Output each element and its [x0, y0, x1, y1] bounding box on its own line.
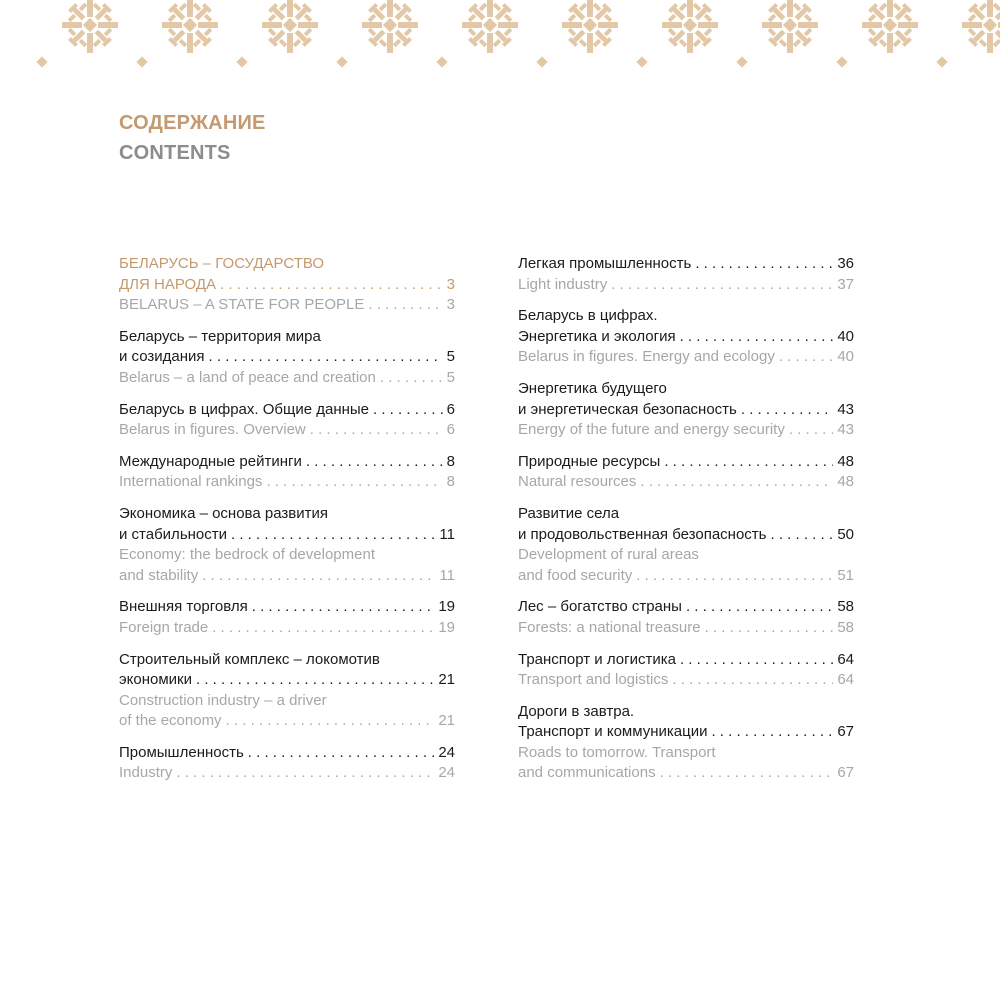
toc-line [119, 254, 455, 275]
toc-title-text: Промышленность [119, 743, 244, 761]
dot-leader [711, 722, 833, 743]
diamond-ornament-icon [536, 56, 547, 67]
dot-leader [202, 566, 435, 587]
toc-entry[interactable] [518, 650, 854, 691]
diamond-ornament-icon [136, 56, 147, 67]
diamond-ornament-icon [436, 56, 447, 67]
dot-leader [310, 420, 443, 441]
toc-entry[interactable] [119, 452, 455, 493]
dot-leader [680, 650, 833, 671]
toc-line [518, 472, 854, 493]
toc-title-text: Construction industry – a driver [119, 691, 327, 709]
toc-line [119, 472, 455, 493]
toc-entry[interactable] [119, 650, 455, 732]
toc-title-text: and food security [518, 566, 633, 584]
page-number: 43 [837, 421, 854, 439]
dot-leader [695, 254, 833, 275]
toc-line [518, 452, 854, 473]
toc-title-text: Transport and logistics [518, 671, 669, 689]
toc-entry[interactable] [119, 254, 455, 316]
diamond-ornament-icon [936, 56, 947, 67]
dot-leader [212, 618, 434, 639]
toc-entry[interactable] [119, 327, 455, 389]
page-number: 58 [837, 598, 854, 616]
page-number: 6 [446, 421, 455, 439]
page-number: 43 [837, 400, 854, 418]
toc-line [518, 566, 854, 587]
dot-leader [231, 525, 435, 546]
snowflake-ornament-icon [262, 0, 318, 53]
snowflake-ornament-icon [862, 0, 918, 53]
toc-line [119, 400, 455, 421]
toc-title-text: International rankings [119, 473, 263, 491]
toc-title-text: Light industry [518, 275, 608, 293]
page-number: 21 [438, 712, 455, 730]
toc-entry[interactable] [119, 597, 455, 638]
toc-title-text: ДЛЯ НАРОДА [119, 275, 217, 293]
toc-title-text: и стабильности [119, 525, 228, 543]
snowflake-ornament-icon [62, 0, 118, 53]
toc-title-text: Развитие села [518, 504, 620, 522]
dot-leader [741, 400, 833, 421]
toc-line [518, 597, 854, 618]
page-number: 3 [446, 296, 455, 314]
dot-leader [640, 472, 833, 493]
toc-title-text: and stability [119, 566, 199, 584]
dot-leader [226, 711, 435, 732]
diamond-ornament-icon [636, 56, 647, 67]
toc-right-column [518, 254, 854, 795]
toc-line [518, 254, 854, 275]
snowflake-ornament-icon [162, 0, 218, 53]
toc-title-text: Natural resources [518, 473, 637, 491]
snowflake-ornament-icon [362, 0, 418, 53]
toc-title-text: Лес – богатство страны [518, 598, 682, 616]
dot-leader [611, 275, 833, 296]
toc-title-text: Industry [119, 764, 173, 782]
dot-leader [686, 597, 833, 618]
diamond-ornament-icon [836, 56, 847, 67]
dot-leader [672, 670, 833, 691]
toc-title-text: Forests: a national treasure [518, 618, 701, 636]
page-number: 3 [446, 275, 455, 293]
toc-title-text: of the economy [119, 712, 222, 730]
dot-leader [380, 368, 443, 389]
toc-line [119, 618, 455, 639]
toc-entry[interactable] [518, 306, 854, 368]
toc-entry[interactable] [518, 254, 854, 295]
toc-line [119, 420, 455, 441]
toc-title-text: и созидания [119, 348, 205, 366]
diamond-ornament-icon [236, 56, 247, 67]
toc-line [119, 368, 455, 389]
dot-leader [306, 452, 443, 473]
toc-line [518, 743, 854, 764]
toc-line [119, 670, 455, 691]
toc-title-text: Беларусь – территория мира [119, 327, 321, 345]
toc-line [119, 743, 455, 764]
toc-title-text: Energy of the future and energy security [518, 421, 785, 439]
toc-line [119, 327, 455, 348]
dot-leader [252, 597, 435, 618]
toc-line [119, 545, 455, 566]
toc-title-text: Belarus in figures. Overview [119, 421, 306, 439]
toc-title-text: Транспорт и коммуникации [518, 723, 708, 741]
dot-leader [220, 275, 443, 296]
page-number: 11 [439, 525, 455, 543]
snowflake-ornament-icon [462, 0, 518, 53]
page-number: 36 [837, 255, 854, 272]
toc-line [518, 327, 854, 348]
toc-entry[interactable] [518, 379, 854, 441]
toc-title-text: Международные рейтинги [119, 452, 302, 470]
toc-title-text: Внешняя торговля [119, 598, 248, 616]
toc-line [518, 420, 854, 441]
dot-leader [680, 327, 834, 348]
dot-leader [248, 743, 435, 764]
page-number: 5 [446, 348, 455, 366]
toc-title-text: Транспорт и логистика [518, 650, 676, 668]
toc-line [518, 347, 854, 368]
toc-line [119, 597, 455, 618]
page-number: 67 [837, 723, 854, 741]
snowflake-ornament-icon [962, 0, 1000, 53]
page-number: 48 [837, 473, 854, 491]
toc-line [518, 650, 854, 671]
page-number: 50 [837, 525, 854, 543]
page-number: 19 [438, 618, 455, 636]
page-number: 58 [837, 618, 854, 636]
toc-line [518, 545, 854, 566]
toc-title-text: Roads to tomorrow. Transport [518, 743, 716, 761]
toc-line [518, 702, 854, 723]
toc-title-text: Строительный комплекс – локомотив [119, 650, 380, 668]
toc-entry[interactable] [518, 702, 854, 784]
toc-line [518, 722, 854, 743]
toc-title-text: BELARUS – A STATE FOR PEOPLE [119, 296, 365, 314]
toc-line [518, 306, 854, 327]
dot-leader [779, 347, 833, 368]
toc-title-text: Беларусь в цифрах. [518, 307, 658, 325]
page-number: 6 [446, 400, 455, 418]
ornament-border [0, 0, 1000, 80]
toc-entry[interactable] [119, 743, 455, 784]
page-number: 24 [438, 743, 455, 761]
toc-title-text: Энергетика и экология [518, 327, 676, 345]
diamond-ornament-icon [736, 56, 747, 67]
toc-title-text: экономики [119, 671, 192, 689]
dot-leader [664, 452, 833, 473]
toc-title-text: Природные ресурсы [518, 452, 661, 470]
toc-entry[interactable] [518, 597, 854, 638]
page-number: 21 [438, 671, 455, 689]
toc-line [119, 763, 455, 784]
toc-line [119, 711, 455, 732]
page-number: 5 [446, 368, 455, 386]
toc-line [119, 452, 455, 473]
toc-line [119, 504, 455, 525]
toc-title-text: Development of rural areas [518, 546, 699, 564]
toc-title-text: и энергетическая безопасность [518, 400, 737, 418]
diamond-ornament-icon [336, 56, 347, 67]
page-number: 11 [439, 566, 455, 584]
snowflake-ornament-icon [662, 0, 718, 53]
toc-title-text: Economy: the bedrock of development [119, 546, 375, 564]
toc-entry[interactable] [518, 452, 854, 493]
toc-left-column [119, 254, 455, 795]
toc-line [518, 525, 854, 546]
toc-title-text: Беларусь в цифрах. Общие данные [119, 400, 370, 418]
toc-line [119, 295, 455, 316]
toc-line [119, 525, 455, 546]
dot-leader [636, 566, 833, 587]
page-number: 51 [837, 566, 854, 584]
toc-line [518, 763, 854, 784]
toc-line [518, 275, 854, 296]
toc-title-text: Энергетика будущего [518, 379, 667, 397]
toc-line [119, 566, 455, 587]
dot-leader [705, 618, 834, 639]
snowflake-ornament-icon [762, 0, 818, 53]
diamond-ornament-icon [36, 56, 47, 67]
toc-title-text: Belarus in figures. Energy and ecology [518, 348, 775, 366]
dot-leader [196, 670, 434, 691]
snowflake-ornament-icon [562, 0, 618, 53]
toc-title-text: Экономика – основа развития [119, 504, 328, 522]
toc-line [518, 618, 854, 639]
toc-title-text: Foreign trade [119, 618, 209, 636]
toc-title-text: Дороги в завтра. [518, 702, 635, 720]
dot-leader [209, 347, 443, 368]
toc-title-text: Легкая промышленность [518, 255, 692, 272]
contents-heading-ru: СОДЕРЖАНИЕ [119, 112, 266, 134]
dot-leader [660, 763, 834, 784]
dot-leader [176, 763, 434, 784]
toc-line [119, 347, 455, 368]
page-number: 8 [446, 452, 455, 470]
page-number: 64 [837, 671, 854, 689]
toc-line [119, 275, 455, 296]
page-number: 40 [837, 327, 854, 345]
toc-line [119, 691, 455, 712]
toc-line [518, 504, 854, 525]
dot-leader [789, 420, 833, 441]
toc-line [518, 670, 854, 691]
toc-title-text: и продовольственная безопасность [518, 525, 767, 543]
toc-line [518, 379, 854, 400]
toc-title-text: and communications [518, 764, 656, 782]
toc-title-text: БЕЛАРУСЬ – ГОСУДАРСТВО [119, 255, 325, 272]
toc-entry[interactable] [518, 504, 854, 586]
toc-line [518, 400, 854, 421]
toc-line [119, 650, 455, 671]
page-number: 8 [446, 473, 455, 491]
dot-leader [373, 400, 443, 421]
page-number: 24 [438, 764, 455, 782]
page-number: 48 [837, 452, 854, 470]
toc-entry[interactable] [119, 400, 455, 441]
page-number: 19 [438, 598, 455, 616]
page-number: 40 [837, 348, 854, 366]
toc-entry[interactable] [119, 504, 455, 586]
dot-leader [770, 525, 833, 546]
page-number: 67 [837, 764, 854, 782]
page-number: 37 [837, 275, 854, 293]
dot-leader [368, 295, 442, 316]
contents-heading-en: CONTENTS [119, 142, 231, 164]
page-number: 64 [837, 650, 854, 668]
dot-leader [266, 472, 442, 493]
toc-title-text: Belarus – a land of peace and creation [119, 368, 376, 386]
